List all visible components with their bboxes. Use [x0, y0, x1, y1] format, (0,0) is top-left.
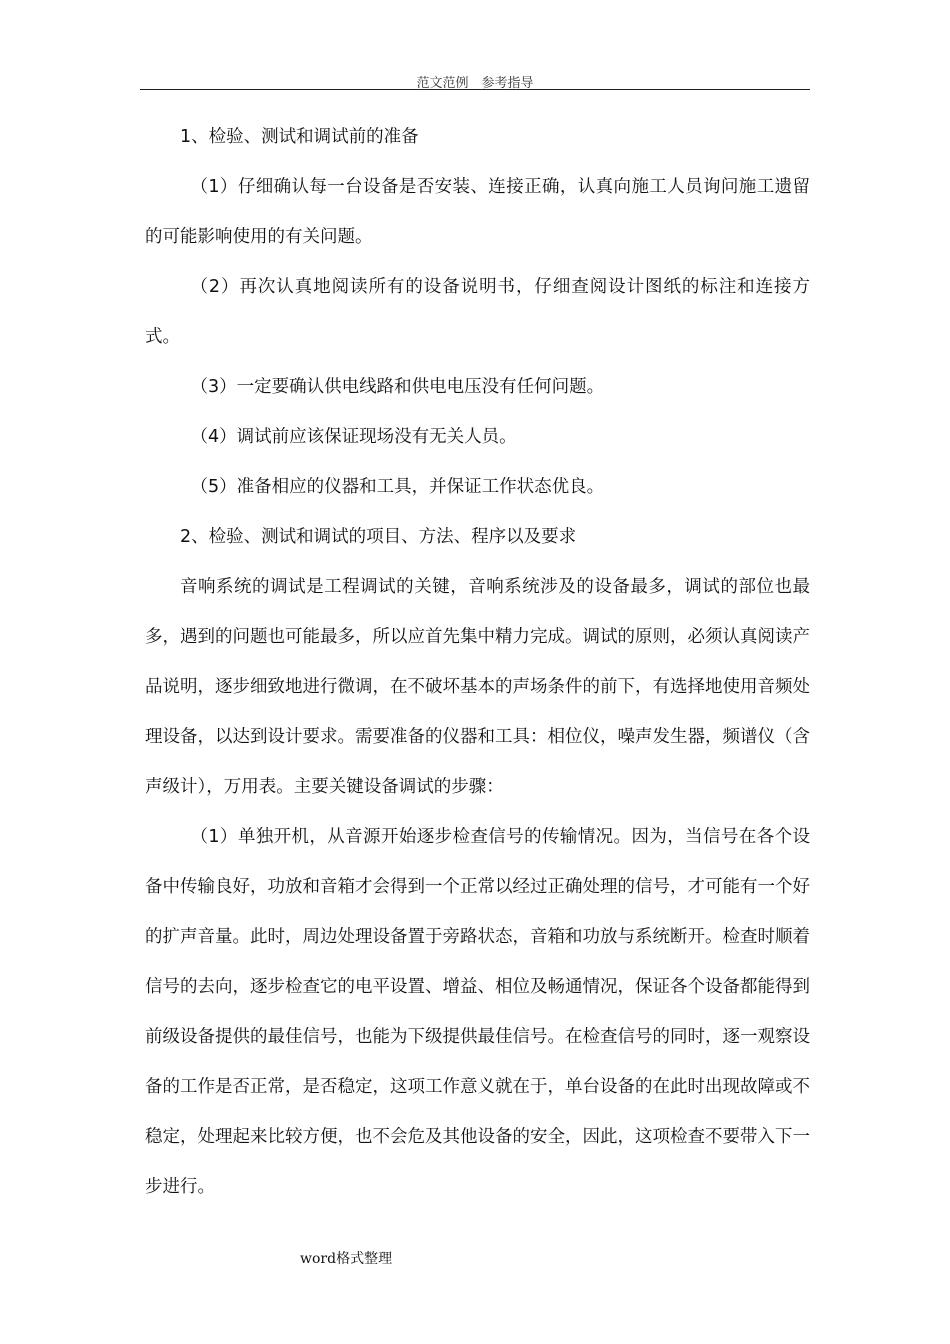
paragraph-item-2: （2）再次认真地阅读所有的设备说明书，仔细查阅设计图纸的标注和连接方式。	[145, 277, 810, 347]
section-heading-2: 2、检验、测试和调试的项目、方法、程序以及要求	[180, 527, 577, 547]
paragraph-item-3: （3）一定要确认供电线路和供电电压没有任何问题。	[190, 377, 605, 397]
paragraph-audio-system: 音响系统的调试是工程调试的关键，音响系统涉及的设备最多，调试的部位也最多，遇到的问题也可能最多，所以应首先集中精力完成。调试的原则，必须认真阅读产品说明，逐步细致地进行微调，在不破坏基本的声场条件的前下，有选择地使用音频处理设备，以达到设计要求。需要准备的仪器和工具：相位仪，噪声发生器，频谱仪（含声级计），万用表。主要关键设备调试的步骤：	[145, 577, 810, 797]
header-divider	[140, 89, 810, 90]
page-header: 范文范例 参考指导	[416, 76, 534, 91]
paragraph-item-5: （5）准备相应的仪器和工具，并保证工作状态优良。	[190, 477, 605, 497]
page-footer: word格式整理	[300, 1251, 393, 1267]
document-body	[145, 112, 810, 1212]
paragraph-item-1: （1）仔细确认每一台设备是否安装、连接正确，认真向施工人员询问施工遗留的可能影响使用的有关问题。	[145, 177, 810, 247]
paragraph-step-1: （1）单独开机，从音源开始逐步检查信号的传输情况。因为，当信号在各个设备中传输良好，功放和音箱才会得到一个正常以经过正确处理的信号，才可能有一个好的扩声音量。此时，周边处理设备置于旁路状态，音箱和功放与系统断开。检查时顺着信号的去向，逐步检查它的电平设置、增益、相位及畅通情况，保证各个设备都能得到前级设备提供的最佳信号，也能为下级提供最佳信号。在检查信号的同时，逐一观察设备的工作是否正常，是否稳定，这项工作意义就在于，单台设备的在此时出现故障或不稳定，处理起来比较方便，也不会危及其他设备的安全，因此，这项检查不要带入下一步进行。	[145, 827, 810, 1197]
section-heading-1: 1、检验、测试和调试前的准备	[180, 127, 419, 147]
paragraph-item-4: （4）调试前应该保证现场没有无关人员。	[190, 427, 517, 447]
